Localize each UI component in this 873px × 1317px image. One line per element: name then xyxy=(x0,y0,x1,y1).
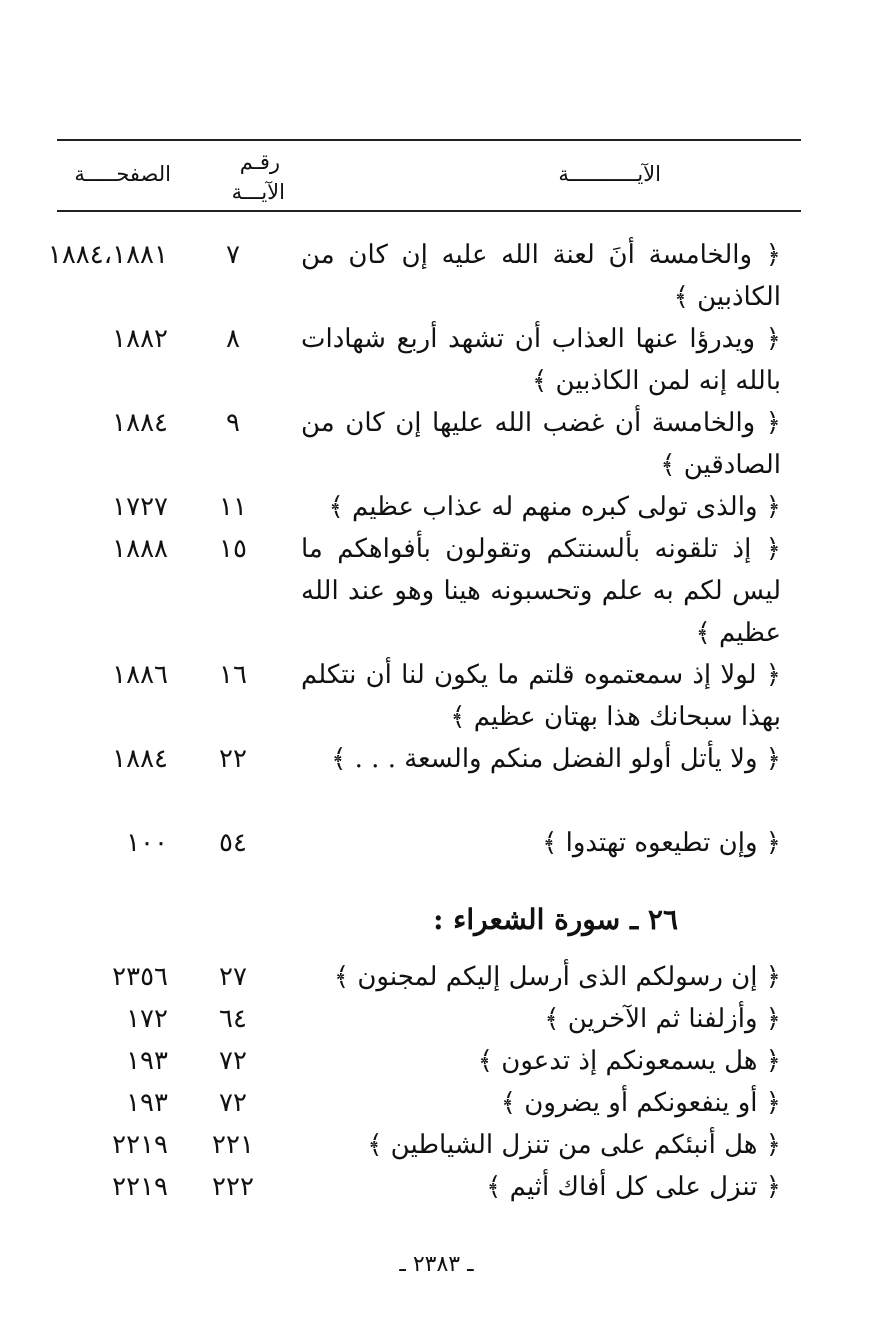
page-reference: ١٩٣ xyxy=(126,1088,168,1118)
page-reference: ١٨٨٦ xyxy=(112,660,168,690)
verse-text: ﴿ هل يسمعونكم إذ تدعون ﴾ xyxy=(477,1046,781,1076)
page-reference: ١٨٨٤،١٨٨١ xyxy=(47,240,168,270)
page-reference: ٢٢١٩ xyxy=(112,1172,168,1202)
ayah-number: ٢٢٢ xyxy=(212,1172,254,1202)
verse-text: ﴿ إذ تلقونه بألسنتكم وتقولون بأفواهكم ما ليس لكم به علم وتحسبونه هينا وهو عند الله عظيم ﴾ xyxy=(301,534,781,648)
verse-text: ﴿ وأزلفنا ثم الآخرين ﴾ xyxy=(544,1004,781,1034)
ayah-number: ٥٤ xyxy=(219,828,247,858)
verse-text: ﴿ ويدرؤا عنها العذاب أن تشهد أربع شهادات بالله إنه لمن الكاذبين ﴾ xyxy=(301,324,781,396)
page-reference: ٢٢١٩ xyxy=(112,1130,168,1160)
verse-text: ﴿ والخامسة أن غضب الله عليها إن كان من الصادقين ﴾ xyxy=(301,408,781,480)
ayah-number: ٩ xyxy=(226,408,240,438)
header-ayah-number-bottom: الآيـــة xyxy=(231,180,285,204)
verse-text: ﴿ إن رسولكم الذى أرسل إليكم لمجنون ﴾ xyxy=(333,962,781,992)
ayah-number: ٢٢ xyxy=(219,744,247,774)
ayah-number: ٢٢١ xyxy=(212,1130,254,1160)
ayah-number: ٧ xyxy=(226,240,240,270)
verse-text: ﴿ أو ينفعونكم أو يضرون ﴾ xyxy=(500,1088,781,1118)
header-ayah-number-top: رقـم xyxy=(239,150,280,174)
ayah-number: ٨ xyxy=(226,324,240,354)
page-reference: ٢٣٥٦ xyxy=(112,962,168,992)
header-top-rule xyxy=(57,139,801,141)
page-reference: ١٨٨٢ xyxy=(112,324,168,354)
page-reference: ١٨٨٤ xyxy=(112,744,168,774)
verse-text: ﴿ لولا إذ سمعتموه قلتم ما يكون لنا أن نتكلم بهذا سبحانك هذا بهتان عظيم ﴾ xyxy=(301,660,781,732)
page-reference: ١٧٢ xyxy=(126,1004,168,1034)
surah-heading: ٢٦ ـ سورة الشعراء : xyxy=(433,903,678,936)
header-page-column: الصفحـــــة xyxy=(74,162,171,186)
ayah-number: ١١ xyxy=(219,492,247,522)
page-reference: ١٩٣ xyxy=(126,1046,168,1076)
header-verse-column: الآيـــــــــــة xyxy=(558,162,661,186)
page-number: ـ ٢٣٨٣ ـ xyxy=(399,1252,474,1277)
verse-text: ﴿ وإن تطيعوه تهتدوا ﴾ xyxy=(542,828,781,858)
verse-text: ﴿ تنزل على كل أفاك أثيم ﴾ xyxy=(486,1172,781,1202)
page-reference: ١٨٨٤ xyxy=(112,408,168,438)
ayah-number: ٦٤ xyxy=(219,1004,247,1034)
ayah-number: ٧٢ xyxy=(219,1088,247,1118)
page-reference: ١٨٨٨ xyxy=(112,534,168,564)
verse-text: ﴿ والذى تولى كبره منهم له عذاب عظيم ﴾ xyxy=(328,492,781,522)
header-bottom-rule xyxy=(57,210,801,212)
ayah-number: ١٦ xyxy=(219,660,247,690)
ayah-number: ٧٢ xyxy=(219,1046,247,1076)
verse-text: ﴿ والخامسة أنَ لعنة الله عليه إن كان من الكاذبين ﴾ xyxy=(301,240,781,312)
page-reference: ١٧٢٧ xyxy=(112,492,168,522)
page-reference: ١٠٠ xyxy=(126,828,168,858)
ayah-number: ٢٧ xyxy=(219,962,247,992)
verse-text: ﴿ هل أنبئكم على من تنزل الشياطين ﴾ xyxy=(367,1130,781,1160)
ayah-number: ١٥ xyxy=(219,534,247,564)
verse-text: ﴿ ولا يأتل أولو الفضل منكم والسعة . . . ﴾ xyxy=(331,744,781,774)
